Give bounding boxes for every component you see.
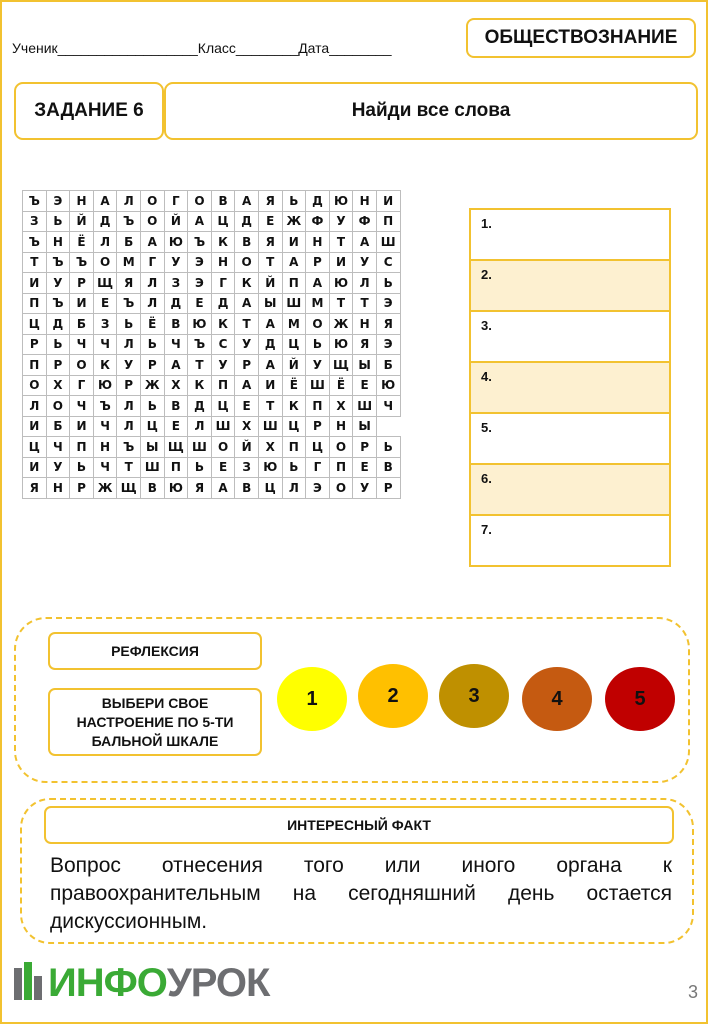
grid-cell[interactable]: О (93, 252, 117, 273)
grid-cell[interactable]: Ь (282, 457, 306, 478)
grid-cell[interactable]: Й (282, 355, 306, 376)
grid-row (23, 293, 401, 314)
grid-cell[interactable]: И (23, 416, 47, 437)
answer-row[interactable]: 4. (471, 363, 669, 414)
page-number: 3 (687, 982, 698, 1002)
grid-cell[interactable]: И (70, 293, 94, 314)
grid-cell[interactable]: Ь (376, 437, 400, 458)
grid-cell[interactable]: Г (70, 375, 94, 396)
grid-cell[interactable]: Ь (188, 457, 212, 478)
grid-cell[interactable]: Щ (117, 478, 141, 499)
grid-cell[interactable]: И (258, 375, 282, 396)
grid-cell[interactable]: Р (353, 437, 377, 458)
grid-cell[interactable]: Н (93, 437, 117, 458)
grid-cell[interactable]: Л (282, 478, 306, 499)
grid-cell[interactable]: Ъ (46, 252, 70, 273)
grid-cell[interactable]: М (117, 252, 141, 273)
grid-cell[interactable]: О (140, 191, 164, 212)
grid-cell[interactable]: А (258, 355, 282, 376)
grid-row (23, 478, 401, 499)
grid-cell[interactable]: П (282, 273, 306, 294)
grid-cell[interactable]: М (282, 314, 306, 335)
grid-cell[interactable]: Т (329, 232, 353, 253)
grid-cell[interactable]: Х (258, 437, 282, 458)
grid-cell[interactable]: А (258, 314, 282, 335)
grid-cell[interactable]: Я (258, 191, 282, 212)
grid-cell[interactable]: К (211, 232, 235, 253)
grid-cell[interactable]: Э (306, 478, 330, 499)
grid-row (23, 437, 401, 458)
grid-cell[interactable]: Т (329, 293, 353, 314)
grid-cell[interactable]: Й (70, 211, 94, 232)
grid-cell[interactable]: Ы (140, 437, 164, 458)
grid-cell[interactable]: И (23, 457, 47, 478)
grid-cell[interactable]: И (23, 273, 47, 294)
grid-cell[interactable]: Я (117, 273, 141, 294)
grid-cell[interactable]: К (282, 396, 306, 417)
answer-row[interactable]: 3. (471, 312, 669, 363)
grid-cell[interactable]: Ж (282, 211, 306, 232)
grid-cell[interactable]: Ю (329, 334, 353, 355)
grid-cell[interactable]: Ь (46, 334, 70, 355)
grid-cell[interactable]: А (235, 375, 259, 396)
logo-mark-icon (14, 962, 44, 1004)
grid-cell[interactable]: Ю (188, 314, 212, 335)
grid-cell[interactable]: Щ (164, 437, 188, 458)
grid-cell[interactable]: Ц (23, 314, 47, 335)
grid-cell[interactable]: Д (258, 334, 282, 355)
grid-row (23, 314, 401, 335)
grid-cell[interactable]: П (23, 355, 47, 376)
grid-row (23, 355, 401, 376)
task-title: Найди все слова (164, 82, 698, 140)
mood-circle-4[interactable]: 4 (522, 667, 592, 731)
grid-cell[interactable]: Ъ (46, 293, 70, 314)
grid-cell[interactable]: Я (258, 232, 282, 253)
grid-cell[interactable]: Ц (282, 416, 306, 437)
grid-cell[interactable]: У (306, 355, 330, 376)
grid-cell[interactable]: А (211, 478, 235, 499)
grid-cell[interactable]: Н (70, 191, 94, 212)
grid-cell[interactable]: Е (188, 293, 212, 314)
grid-row (23, 252, 401, 273)
grid-cell[interactable]: Ю (93, 375, 117, 396)
grid-cell[interactable]: Ч (93, 416, 117, 437)
grid-cell[interactable]: Я (188, 478, 212, 499)
grid-cell[interactable]: Д (164, 293, 188, 314)
subject-title: ОБЩЕСТВОЗНАНИЕ (466, 18, 696, 58)
grid-cell[interactable]: Ю (164, 232, 188, 253)
grid-row (23, 211, 401, 232)
grid-cell[interactable]: Р (235, 355, 259, 376)
grid-cell[interactable]: Е (93, 293, 117, 314)
grid-cell[interactable]: Т (258, 396, 282, 417)
grid-cell[interactable]: Ю (376, 375, 400, 396)
grid-cell[interactable]: Р (70, 478, 94, 499)
answer-row[interactable]: 2. (471, 261, 669, 312)
grid-cell[interactable]: Т (258, 252, 282, 273)
infourok-logo (14, 960, 269, 1006)
grid-cell[interactable]: А (93, 191, 117, 212)
grid-cell[interactable]: З (164, 273, 188, 294)
grid-cell[interactable]: Э (376, 334, 400, 355)
grid-cell[interactable]: Д (188, 396, 212, 417)
grid-cell[interactable]: У (46, 273, 70, 294)
grid-cell[interactable]: Е (235, 396, 259, 417)
grid-cell[interactable]: Я (376, 314, 400, 335)
grid-cell[interactable]: Ё (70, 232, 94, 253)
reflection-label: РЕФЛЕКСИЯ (48, 632, 262, 670)
fact-text: Вопрос отнесения того или иного органа к правоохранительным на сегодняшний день остается дискуссионным. (50, 854, 672, 933)
grid-cell[interactable]: А (164, 355, 188, 376)
grid-cell[interactable]: П (329, 457, 353, 478)
grid-cell[interactable]: Ы (258, 293, 282, 314)
grid-cell[interactable]: У (235, 334, 259, 355)
grid-row (23, 375, 401, 396)
grid-cell[interactable]: Ъ (188, 334, 212, 355)
answer-row[interactable]: 5. (471, 414, 669, 465)
grid-cell[interactable]: Ж (329, 314, 353, 335)
grid-cell[interactable]: Т (353, 293, 377, 314)
grid-cell[interactable]: Ю (164, 478, 188, 499)
grid-cell[interactable]: У (329, 211, 353, 232)
grid-cell[interactable]: Л (188, 416, 212, 437)
grid-cell[interactable]: Ь (282, 191, 306, 212)
grid-cell[interactable]: Е (353, 375, 377, 396)
grid-cell[interactable]: З (235, 457, 259, 478)
grid-cell[interactable]: У (211, 355, 235, 376)
grid-cell[interactable]: Й (258, 273, 282, 294)
grid-cell[interactable]: А (188, 211, 212, 232)
grid-cell[interactable]: М (306, 293, 330, 314)
grid-cell[interactable]: Ъ (117, 211, 141, 232)
grid-cell[interactable]: Ш (140, 457, 164, 478)
grid-cell[interactable]: Ч (93, 334, 117, 355)
grid-cell[interactable]: С (376, 252, 400, 273)
grid-cell[interactable]: Г (140, 252, 164, 273)
grid-cell[interactable]: Б (376, 355, 400, 376)
grid-cell[interactable]: Р (376, 478, 400, 499)
grid-cell[interactable]: Ш (188, 437, 212, 458)
logo-text-urok: УРОК (166, 960, 270, 1005)
grid-cell[interactable]: Р (140, 355, 164, 376)
grid-cell[interactable]: Э (188, 273, 212, 294)
grid-cell[interactable]: А (235, 293, 259, 314)
grid-cell[interactable]: О (235, 252, 259, 273)
grid-cell[interactable]: Ь (70, 457, 94, 478)
grid-cell[interactable]: Э (188, 252, 212, 273)
grid-cell[interactable]: Ъ (93, 396, 117, 417)
grid-cell[interactable]: Ь (117, 314, 141, 335)
grid-cell[interactable]: Р (306, 416, 330, 437)
grid-cell[interactable]: Ф (353, 211, 377, 232)
grid-cell[interactable]: И (70, 416, 94, 437)
grid-cell[interactable]: Ю (329, 191, 353, 212)
grid-row (23, 232, 401, 253)
grid-cell[interactable]: Н (46, 478, 70, 499)
grid-cell[interactable]: Ч (376, 396, 400, 417)
grid-cell[interactable]: Х (46, 375, 70, 396)
grid-cell[interactable]: Я (353, 334, 377, 355)
grid-cell[interactable]: Р (23, 334, 47, 355)
grid-cell[interactable]: Г (211, 273, 235, 294)
grid-cell[interactable]: А (306, 273, 330, 294)
grid-cell[interactable]: Ж (93, 478, 117, 499)
grid-cell[interactable]: Ш (211, 416, 235, 437)
grid-cell[interactable]: Д (211, 293, 235, 314)
grid-cell[interactable]: Ь (140, 396, 164, 417)
grid-cell[interactable]: Ц (23, 437, 47, 458)
grid-row (23, 396, 401, 417)
grid-cell[interactable]: Ц (306, 437, 330, 458)
grid-cell[interactable]: В (376, 457, 400, 478)
grid-cell[interactable]: В (164, 396, 188, 417)
grid-cell[interactable]: Р (306, 252, 330, 273)
grid-row (23, 191, 401, 212)
grid-cell[interactable]: Е (353, 457, 377, 478)
grid-cell[interactable]: П (164, 457, 188, 478)
grid-cell[interactable]: Ь (306, 334, 330, 355)
grid-cell[interactable]: Б (46, 416, 70, 437)
grid-cell[interactable]: У (46, 457, 70, 478)
fact-label: ИНТЕРЕСНЫЙ ФАКТ (44, 806, 674, 844)
grid-cell[interactable]: Ч (93, 457, 117, 478)
grid-cell[interactable]: Т (188, 355, 212, 376)
grid-cell[interactable]: Д (235, 211, 259, 232)
grid-cell[interactable]: А (282, 252, 306, 273)
task-number: ЗАДАНИЕ 6 (14, 82, 164, 140)
grid-cell[interactable]: И (282, 232, 306, 253)
grid-cell[interactable]: П (306, 396, 330, 417)
grid-cell[interactable]: Ч (70, 334, 94, 355)
grid-cell[interactable]: П (23, 293, 47, 314)
grid-row (23, 457, 401, 478)
grid-cell[interactable]: Щ (93, 273, 117, 294)
grid-cell[interactable]: Ъ (70, 252, 94, 273)
grid-cell[interactable]: К (93, 355, 117, 376)
grid-cell[interactable]: С (211, 334, 235, 355)
grid-cell[interactable]: Б (117, 232, 141, 253)
grid-row (23, 334, 401, 355)
grid-cell[interactable]: Л (353, 273, 377, 294)
grid-cell[interactable]: Л (117, 334, 141, 355)
grid-cell[interactable]: Й (164, 211, 188, 232)
grid-cell[interactable]: Э (46, 191, 70, 212)
grid-row (23, 416, 401, 437)
grid-cell[interactable]: О (46, 396, 70, 417)
answer-row[interactable]: 7. (481, 522, 492, 537)
grid-cell[interactable]: Ё (329, 375, 353, 396)
grid-cell[interactable]: О (306, 314, 330, 335)
grid-cell[interactable]: Н (211, 252, 235, 273)
grid-cell[interactable]: Д (46, 314, 70, 335)
grid-cell[interactable]: Л (23, 396, 47, 417)
grid-cell[interactable]: А (140, 232, 164, 253)
grid-cell[interactable]: В (211, 191, 235, 212)
answers-table (469, 208, 671, 567)
grid-cell[interactable]: Р (117, 375, 141, 396)
mood-circle-3[interactable]: 3 (439, 664, 509, 728)
grid-cell[interactable]: Б (70, 314, 94, 335)
grid-cell[interactable]: Ц (282, 334, 306, 355)
grid-cell[interactable]: О (23, 375, 47, 396)
grid-cell[interactable]: Ч (46, 437, 70, 458)
grid-cell[interactable]: З (23, 211, 47, 232)
mood-circle-1[interactable]: 1 (277, 667, 347, 731)
word-search-grid (22, 190, 401, 499)
grid-cell[interactable]: У (117, 355, 141, 376)
grid-cell[interactable]: П (376, 211, 400, 232)
grid-cell[interactable]: Ъ (23, 232, 47, 253)
grid-cell[interactable]: К (188, 375, 212, 396)
grid-cell[interactable]: Е (164, 416, 188, 437)
grid-cell[interactable]: З (93, 314, 117, 335)
grid-row (23, 273, 401, 294)
grid-cell[interactable]: Л (93, 232, 117, 253)
grid-cell[interactable]: О (188, 191, 212, 212)
mood-circle-2[interactable]: 2 (358, 664, 428, 728)
grid-cell[interactable]: Н (353, 191, 377, 212)
grid-cell[interactable]: В (140, 478, 164, 499)
grid-cell[interactable]: Ф (306, 211, 330, 232)
grid-cell[interactable]: Л (117, 416, 141, 437)
grid-cell[interactable]: Л (117, 396, 141, 417)
grid-cell[interactable]: Л (140, 293, 164, 314)
answer-row[interactable]: 6. (471, 465, 669, 516)
grid-cell[interactable]: Ъ (188, 232, 212, 253)
grid-cell[interactable]: Ы (353, 355, 377, 376)
grid-cell[interactable]: П (211, 375, 235, 396)
grid-cell[interactable]: П (282, 437, 306, 458)
grid-cell[interactable]: В (235, 478, 259, 499)
grid-cell[interactable]: О (140, 211, 164, 232)
grid-cell[interactable]: И (329, 252, 353, 273)
grid-cell[interactable]: Т (23, 252, 47, 273)
grid-cell[interactable]: Ш (258, 416, 282, 437)
grid-cell[interactable]: Е (258, 211, 282, 232)
grid-cell[interactable]: У (353, 478, 377, 499)
grid-cell[interactable]: Щ (329, 355, 353, 376)
grid-cell[interactable]: К (235, 273, 259, 294)
grid-cell[interactable]: Ш (376, 232, 400, 253)
grid-cell[interactable]: Ь (46, 211, 70, 232)
grid-cell[interactable]: Ё (140, 314, 164, 335)
grid-cell[interactable]: О (329, 437, 353, 458)
grid-cell[interactable]: Ъ (117, 293, 141, 314)
grid-cell[interactable]: Ъ (117, 437, 141, 458)
grid-cell[interactable]: Ч (70, 396, 94, 417)
grid-cell[interactable]: Ь (140, 334, 164, 355)
grid-cell[interactable]: Ш (306, 375, 330, 396)
grid-cell[interactable]: Х (235, 416, 259, 437)
grid-cell[interactable]: А (353, 232, 377, 253)
grid-cell[interactable]: В (235, 232, 259, 253)
grid-cell[interactable]: Ч (164, 334, 188, 355)
grid-cell[interactable]: Ю (258, 457, 282, 478)
grid-cell[interactable]: Я (23, 478, 47, 499)
grid-cell[interactable]: Ц (140, 416, 164, 437)
logo-text-info: ИНФО (48, 960, 167, 1005)
grid-cell[interactable]: Ж (140, 375, 164, 396)
grid-cell[interactable]: О (70, 355, 94, 376)
grid-cell[interactable]: К (211, 314, 235, 335)
grid-cell[interactable]: Ъ (23, 191, 47, 212)
grid-cell[interactable]: Ы (353, 416, 377, 437)
grid-cell[interactable]: Е (211, 457, 235, 478)
grid-cell[interactable]: Ц (211, 396, 235, 417)
grid-cell[interactable]: Г (164, 191, 188, 212)
grid-cell[interactable]: Н (329, 416, 353, 437)
grid-cell[interactable]: У (164, 252, 188, 273)
grid-cell[interactable]: Г (306, 457, 330, 478)
answer-row[interactable]: 1. (471, 210, 669, 261)
grid-cell[interactable]: Ю (329, 273, 353, 294)
grid-cell[interactable]: Т (117, 457, 141, 478)
grid-cell[interactable]: О (211, 437, 235, 458)
grid-cell[interactable]: И (376, 191, 400, 212)
grid-cell[interactable]: Ь (376, 273, 400, 294)
grid-cell[interactable]: Ш (353, 396, 377, 417)
grid-cell[interactable]: Л (117, 191, 141, 212)
grid-cell[interactable]: Н (306, 232, 330, 253)
grid-cell[interactable]: Н (46, 232, 70, 253)
grid-cell[interactable]: Ц (211, 211, 235, 232)
grid-cell[interactable]: Й (235, 437, 259, 458)
mood-circle-5[interactable]: 5 (605, 667, 675, 731)
grid-cell[interactable]: В (164, 314, 188, 335)
grid-cell[interactable]: П (70, 437, 94, 458)
grid-cell[interactable]: У (353, 252, 377, 273)
grid-cell[interactable]: Т (235, 314, 259, 335)
student-info-line: Ученик__________________Класс________Дата________ (12, 40, 392, 56)
grid-cell[interactable]: А (235, 191, 259, 212)
grid-cell[interactable]: Х (164, 375, 188, 396)
grid-cell[interactable]: Х (329, 396, 353, 417)
grid-cell[interactable]: Р (70, 273, 94, 294)
grid-cell[interactable]: Н (353, 314, 377, 335)
grid-cell[interactable]: Ё (282, 375, 306, 396)
reflection-instruction: ВЫБЕРИ СВОЕ НАСТРОЕНИЕ ПО 5-ТИ БАЛЬНОЙ ШКАЛЕ (48, 688, 262, 756)
grid-cell[interactable]: Ш (282, 293, 306, 314)
grid-cell[interactable]: Д (93, 211, 117, 232)
grid-cell[interactable]: Л (140, 273, 164, 294)
grid-cell[interactable]: Д (306, 191, 330, 212)
grid-cell[interactable]: О (329, 478, 353, 499)
grid-cell[interactable]: Ц (258, 478, 282, 499)
grid-cell[interactable]: Р (46, 355, 70, 376)
grid-cell[interactable]: Э (376, 293, 400, 314)
